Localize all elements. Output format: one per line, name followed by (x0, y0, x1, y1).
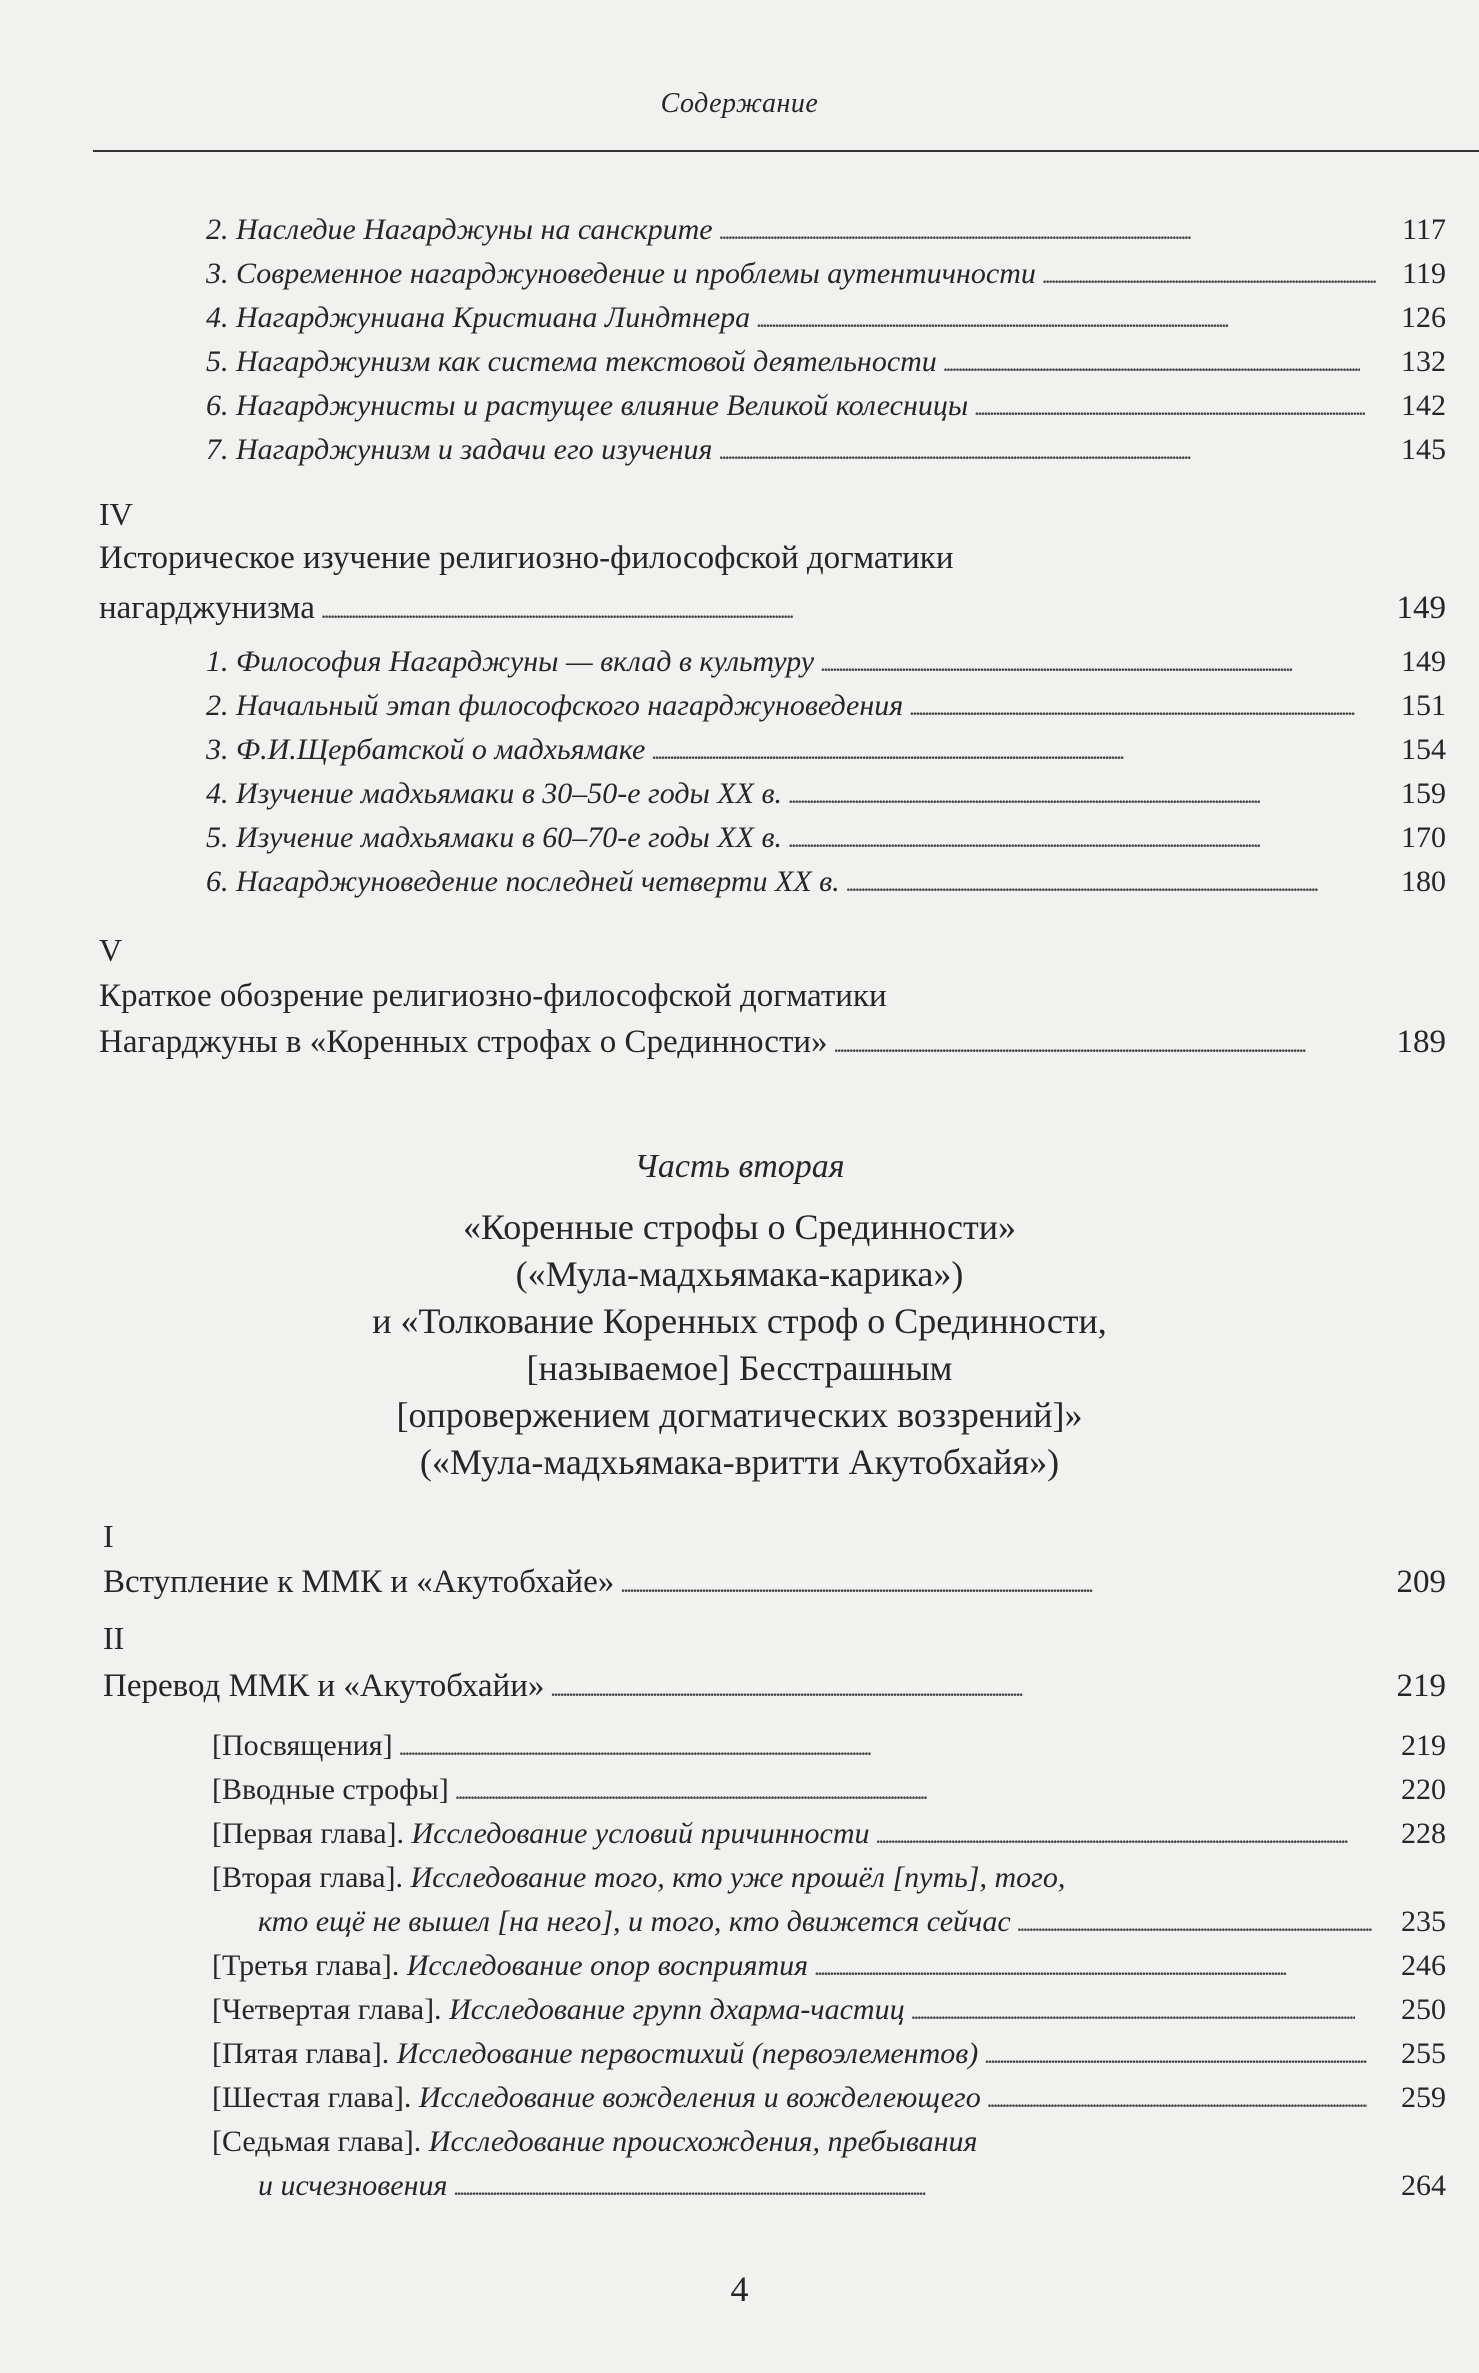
toc-entry[interactable]: 3. Современное нагарджуноведение и проблемы аутентичности . . . 119 (206, 252, 1446, 296)
toc-entry[interactable]: [Шестая глава]. Исследование вожделения и вожделеющего . . . 259 (212, 2076, 1446, 2120)
toc-entry[interactable]: кто ещё не вышел [на него], и того, кто движется сейчас . . . 235 (258, 1900, 1446, 1944)
toc-entry[interactable]: 3. Ф.И.Щербатской о мадхьямаке . . . 154 (206, 728, 1446, 772)
dot-leader (846, 862, 1350, 906)
chapter-title: Краткое обозрение религиозно-философской догматики (99, 978, 887, 1014)
page-number: 180 (1401, 865, 1446, 898)
dot-leader (718, 430, 1350, 474)
page-number: 151 (1401, 689, 1446, 722)
dot-leader (455, 1770, 1350, 1814)
chapter-entry[interactable]: Нагарджуны в «Коренных строфах о Срединности» . . . 189 (99, 1020, 1446, 1064)
page-number: 209 (1396, 1564, 1446, 1600)
part-subtitle-line: [называемое] Бесстрашным (526, 1348, 953, 1388)
page-number: 264 (1401, 2169, 1446, 2202)
dot-leader (719, 210, 1350, 254)
dot-leader (820, 642, 1350, 686)
toc-entry[interactable]: 6. Нагарджуноведение последней четверти XX в. . . . 180 (206, 860, 1446, 904)
dot-leader (1042, 254, 1376, 298)
chapter-numeral: V (99, 932, 123, 968)
toc-entry[interactable]: [Вводные строфы] . . . 220 (212, 1768, 1446, 1812)
toc-entry[interactable]: 5. Нагарджунизм как система текстовой деятельности . . . 132 (206, 340, 1446, 384)
toc-entry[interactable]: 1. Философия Нагарджуны — вклад в культуру . . . 149 (206, 640, 1446, 684)
page-number: 189 (1396, 1024, 1446, 1060)
page-number: 149 (1396, 590, 1446, 626)
page-number: 219 (1401, 1729, 1446, 1762)
toc-entry[interactable]: 7. Нагарджунизм и задачи его изучения . . . 145 (206, 428, 1446, 472)
toc-entry[interactable]: 2. Наследие Нагарджуны на санскрите . . . 117 (206, 208, 1446, 252)
dot-leader (620, 1563, 1350, 1607)
dot-leader (756, 298, 1350, 342)
dot-leader (550, 1667, 1350, 1711)
header-rule (93, 150, 1479, 152)
toc-entry[interactable]: [Посвящения] . . . 219 (212, 1724, 1446, 1768)
dot-leader (943, 342, 1360, 386)
dot-leader (987, 2078, 1367, 2122)
dot-leader (453, 2166, 1350, 2210)
toc-entry[interactable]: [Третья глава]. Исследование опор восприятия . . . 246 (212, 1944, 1446, 1988)
toc-entry[interactable]: 2. Начальный этап философского нагарджуноведения . . . 151 (206, 684, 1446, 728)
dot-leader (909, 686, 1354, 730)
dot-leader (876, 1814, 1350, 1858)
chapter-numeral: I (103, 1518, 114, 1554)
page-number: 170 (1401, 821, 1446, 854)
page-number: 117 (1402, 213, 1446, 246)
dot-leader (911, 1990, 1355, 2034)
page-number: 154 (1401, 733, 1446, 766)
page-number: 246 (1401, 1949, 1446, 1982)
part-subtitle-line: («Мула-мадхьямака-карика») (515, 1254, 964, 1294)
chapter-entry[interactable]: Вступление к ММК и «Акутобхайе» . . . 209 (103, 1560, 1446, 1604)
page-number: 255 (1401, 2037, 1446, 2070)
toc-entry[interactable]: [Пятая глава]. Исследование первостихий (первоэлементов) . . . 255 (212, 2032, 1446, 2076)
dot-leader (399, 1726, 1350, 1770)
dot-leader (1017, 1902, 1372, 1946)
part-subtitle-line: и «Толкование Коренных строф о Срединности, (372, 1301, 1107, 1341)
toc-entry[interactable]: 6. Нагарджунисты и растущее влияние Великой колесницы . . . 142 (206, 384, 1446, 428)
page-number: 132 (1401, 345, 1446, 378)
part-subtitle-line: «Коренные строфы о Срединности» (462, 1207, 1017, 1247)
page-number: 220 (1401, 1773, 1446, 1806)
dot-leader (788, 818, 1350, 862)
chapter-numeral: IV (99, 496, 133, 532)
page-number: 235 (1401, 1905, 1446, 1938)
toc-entry[interactable]: [Четвертая глава]. Исследование групп дхарма-частиц . . . 250 (212, 1988, 1446, 2032)
dot-leader (814, 1946, 1350, 1990)
chapter-title: Историческое изучение религиозно-философской догматики (99, 540, 954, 576)
chapter-numeral: II (103, 1620, 125, 1656)
page-number: 142 (1401, 389, 1446, 422)
page-number: 219 (1396, 1668, 1446, 1704)
toc-entry[interactable]: 4. Изучение мадхьямаки в 30–50-е годы XX в. . . . 159 (206, 772, 1446, 816)
dot-leader (834, 1023, 1350, 1067)
page-number: 119 (1402, 257, 1446, 290)
page-number: 250 (1401, 1993, 1446, 2026)
toc-entry-first-line[interactable]: [Вторая глава]. Исследование того, кто уже прошёл [путь], того, (212, 1861, 1066, 1894)
toc-entry-first-line[interactable]: [Седьмая глава]. Исследование происхождения, пребывания (212, 2125, 978, 2158)
dot-leader (984, 2034, 1366, 2078)
dot-leader (651, 730, 1350, 774)
dot-leader (788, 774, 1350, 818)
page-number: 159 (1401, 777, 1446, 810)
running-head: Содержание (660, 88, 819, 119)
toc-entry[interactable]: [Первая глава]. Исследование условий причинности . . . 228 (212, 1812, 1446, 1856)
part-subtitle-line: [опровержением догматических воззрений]» (396, 1395, 1083, 1435)
chapter-entry[interactable]: Перевод ММК и «Акутобхайи» . . . 219 (103, 1664, 1446, 1708)
toc-entry[interactable]: и исчезновения . . . 264 (258, 2164, 1446, 2208)
dot-leader (974, 386, 1365, 430)
page-number: 126 (1401, 301, 1446, 334)
page-number: 145 (1401, 433, 1446, 466)
page-number: 259 (1401, 2081, 1446, 2114)
part-heading: Часть вторая (634, 1148, 845, 1185)
toc-entry[interactable]: 4. Нагарджуниана Кристиана Линдтнера . . . 126 (206, 296, 1446, 340)
toc-entry[interactable]: 5. Изучение мадхьямаки в 60–70-е годы XX в. . . . 170 (206, 816, 1446, 860)
page-number: 228 (1401, 1817, 1446, 1850)
part-subtitle-line: («Мула-мадхьямака-вритти Акутобхайя») (419, 1442, 1060, 1482)
chapter-entry[interactable]: нагарджунизма . . . 149 (99, 586, 1446, 630)
page-number: 149 (1401, 645, 1446, 678)
page-folio: 4 (730, 2269, 749, 2309)
dot-leader (321, 589, 1350, 633)
